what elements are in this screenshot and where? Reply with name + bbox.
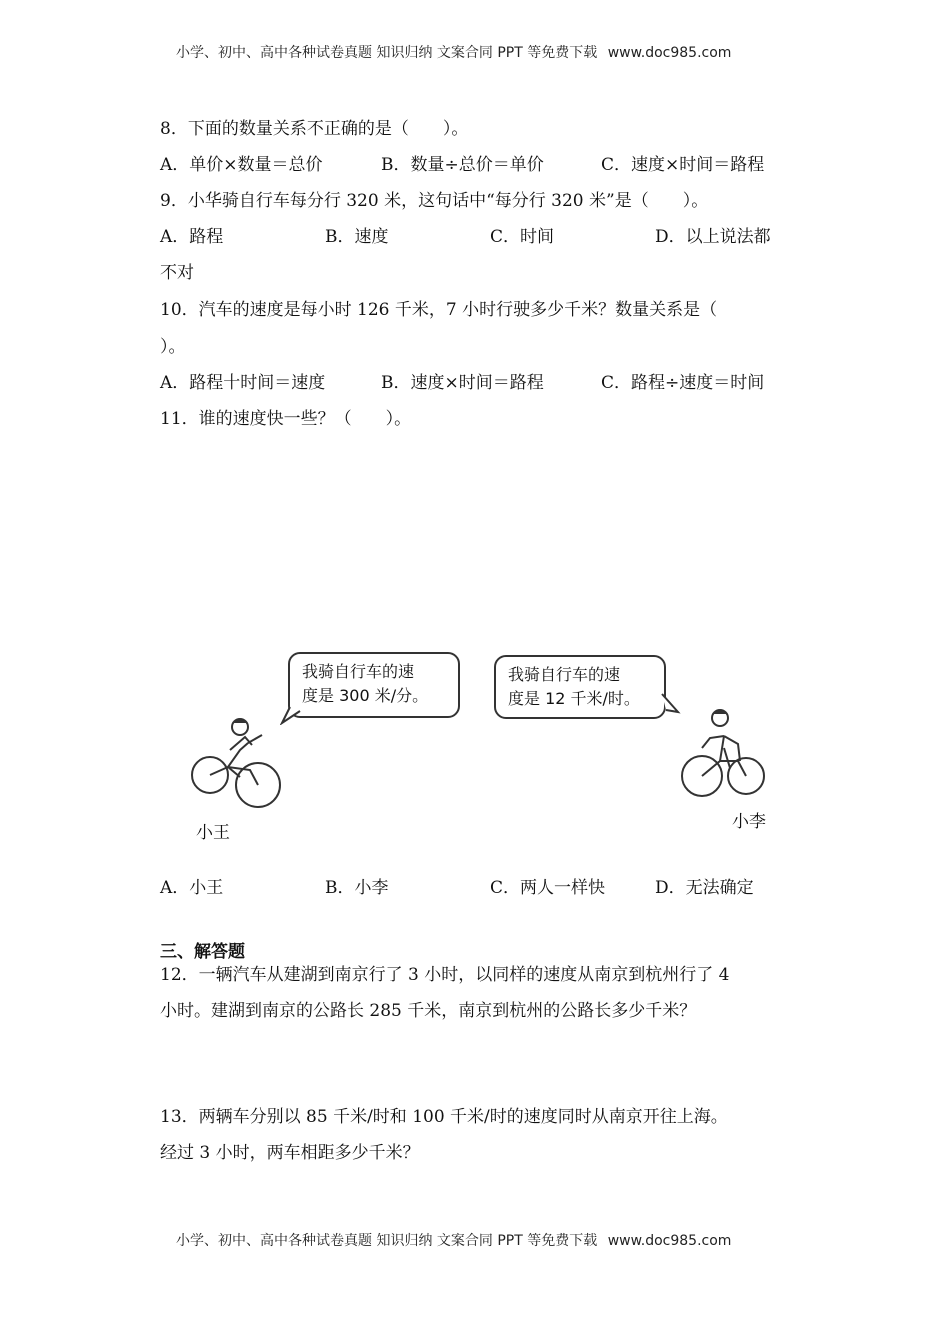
q10-stem-cont: ）。 — [160, 337, 186, 357]
q10-option-a: A．路程十时间＝速度 — [160, 373, 326, 393]
q9-option-d: D．以上说法都 — [655, 227, 771, 247]
q11-option-a: A．小王 — [160, 878, 224, 898]
q9-option-b: B．速度 — [325, 227, 389, 247]
q10-stem: 10．汽车的速度是每小时 126 千米，7 小时行驶多少千米？数量关系是（ — [160, 300, 718, 320]
speech-bubble-left-line1: 我骑自行车的速 — [302, 662, 415, 681]
name-label-left: 小王 — [196, 823, 230, 843]
footer-url: www.doc985.com — [607, 1233, 732, 1249]
q9-option-c: C．时间 — [490, 227, 555, 247]
q11-option-d: D．无法确定 — [655, 878, 754, 898]
q12-line1: 12．一辆汽车从建湖到南京行了 3 小时，以同样的速度从南京到杭州行了 4 — [160, 965, 730, 985]
speech-bubble-left — [288, 652, 460, 718]
header-url: www.doc985.com — [607, 45, 732, 61]
q9-option-a: A．路程 — [160, 227, 224, 247]
q8-stem: 8．下面的数量关系不正确的是（ ）。 — [160, 119, 469, 139]
cyclist-right-icon — [680, 706, 770, 801]
page-footer — [176, 1230, 731, 1250]
header-text: 小学、初中、高中各种试卷真题 知识归纳 文案合同 PPT 等免费下载 — [176, 45, 598, 61]
q12-line2: 小时。建湖到南京的公路长 285 千米，南京到杭州的公路长多少千米？ — [160, 1001, 697, 1021]
speech-bubble-right-line1: 我骑自行车的速 — [508, 665, 621, 684]
speech-bubble-right — [494, 655, 666, 719]
name-label-right: 小李 — [732, 812, 766, 832]
q11-option-c: C．两人一样快 — [490, 878, 606, 898]
q10-option-b: B．速度×时间＝路程 — [381, 373, 544, 393]
q13-line2: 经过 3 小时，两车相距多少千米？ — [160, 1143, 420, 1163]
cyclist-left-icon — [190, 715, 290, 815]
q8-option-a: A．单价×数量＝总价 — [160, 155, 323, 175]
section-title: 三、解答题 — [160, 942, 245, 962]
footer-text: 小学、初中、高中各种试卷真题 知识归纳 文案合同 PPT 等免费下载 — [176, 1233, 598, 1249]
speech-bubble-right-tail — [658, 690, 682, 716]
q10-option-c: C．路程÷速度＝时间 — [601, 373, 765, 393]
q11-stem: 11．谁的速度快一些？（ ）。 — [160, 409, 412, 429]
speech-bubble-left-line2: 度是 300 米/分。 — [302, 686, 429, 705]
q13-line1: 13．两辆车分别以 85 千米/时和 100 千米/时的速度同时从南京开往上海。 — [160, 1107, 728, 1127]
q8-option-c: C．速度×时间＝路程 — [601, 155, 765, 175]
speech-bubble-right-line2: 度是 12 千米/时。 — [508, 689, 640, 708]
q9-stem: 9．小华骑自行车每分行 320 米，这句话中“每分行 320 米”是（ ）。 — [160, 191, 709, 211]
q11-option-b: B．小李 — [325, 878, 389, 898]
q8-option-b: B．数量÷总价＝单价 — [381, 155, 544, 175]
q9-option-d-cont: 不对 — [160, 263, 194, 283]
page-header — [176, 42, 731, 62]
